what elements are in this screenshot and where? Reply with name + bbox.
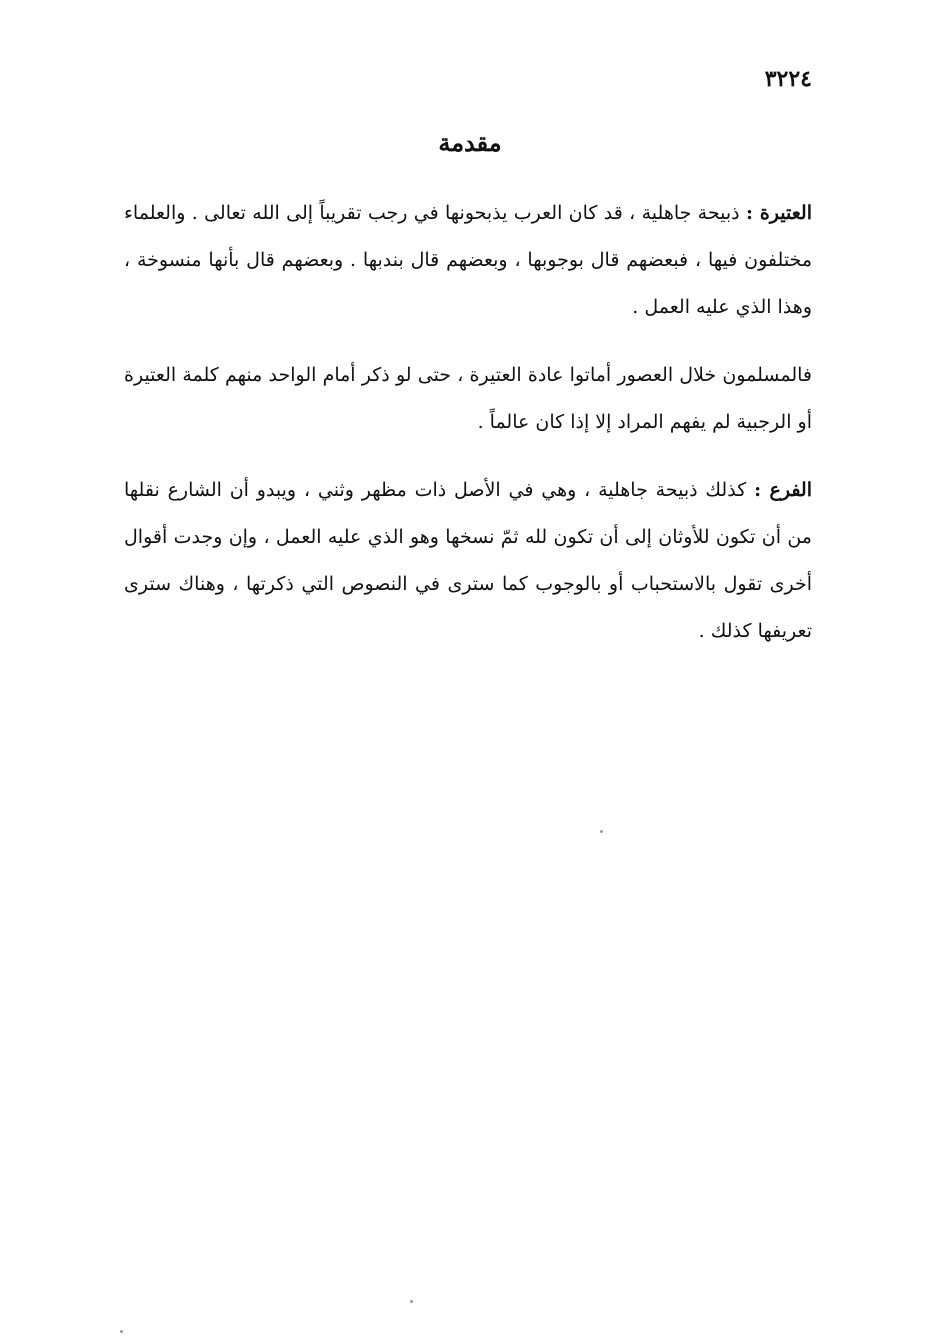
scan-speck	[120, 1330, 123, 1333]
paragraph-text: كذلك ذبيحة جاهلية ، وهي في الأصل ذات مظهر وثني ، ويبدو أن الشارع نقلها من أن تكون للأوثان إلى أن تكون لله ثمّ نسخها وهو الذي عليه العمل ، وإن وجدت أقوال أخرى تقول بالاستحباب أو بالوجوب كما سترى في النصوص التي ذكرتها ، وهناك سترى تعريفها كذلك .	[124, 479, 812, 642]
scan-speck	[410, 1300, 413, 1303]
term-atira: العتيرة :	[745, 202, 812, 224]
paragraph-text: ذبيحة جاهلية ، قد كان العرب يذبحونها في رجب تقريباً إلى الله تعالى . والعلماء مختلفون فيها ، فبعضهم قال بوجوبها ، وبعضهم قال بندبها . وبعضهم قال بأنها منسوخة ، وهذا الذي عليه العمل .	[124, 202, 812, 318]
paragraph-muslims	[124, 352, 812, 446]
paragraph-atira	[124, 190, 812, 331]
paragraph-fara	[124, 467, 812, 655]
section-heading: مقدمة	[438, 128, 502, 157]
scan-speck	[600, 830, 603, 833]
page-number: ٣٢٢٤	[764, 66, 812, 92]
body-text	[124, 190, 812, 676]
term-fara: الفرع :	[754, 479, 812, 501]
paragraph-text: فالمسلمون خلال العصور أماتوا عادة العتيرة ، حتى لو ذكر أمام الواحد منهم كلمة العتيرة أو الرجبية لم يفهم المراد إلا إذا كان عالماً .	[124, 364, 812, 433]
